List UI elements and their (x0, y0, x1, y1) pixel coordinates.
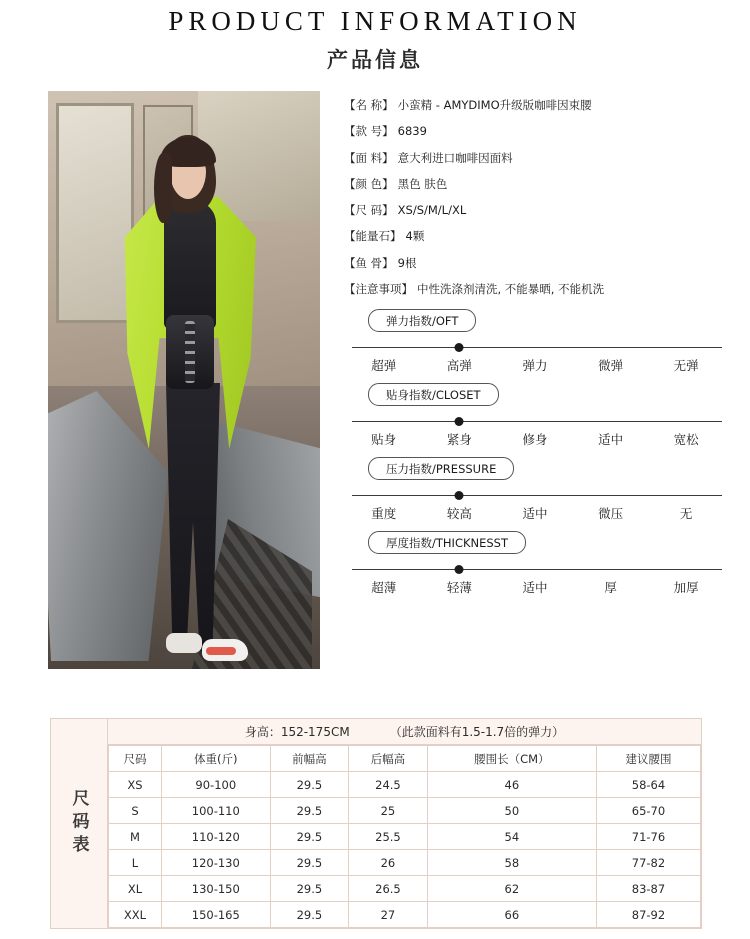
table-cell: 29.5 (270, 824, 349, 850)
scale-option: 厚 (604, 580, 617, 596)
table-cell: 26.5 (349, 876, 428, 902)
scale-option: 较高 (446, 506, 472, 522)
spec-value: 黑色 肤色 (397, 176, 448, 191)
size-chart-title-text: 尺码表 (68, 789, 89, 858)
spec-key: 【尺 码】 (344, 203, 394, 218)
table-cell: 29.5 (270, 876, 349, 902)
scale-option: 弹力 (522, 358, 548, 374)
table-cell: 77-82 (596, 850, 700, 876)
size-chart-table (108, 745, 701, 928)
spec-value: 9根 (397, 255, 417, 270)
table-cell: 58 (427, 850, 596, 876)
table-row (109, 772, 701, 798)
index-label: 贴身指数/CLOSET (368, 383, 499, 406)
column-header: 前幅高 (270, 746, 349, 772)
scale-option: 适中 (598, 432, 624, 448)
photo-model-hair-side (154, 153, 172, 223)
spec-row (344, 257, 726, 271)
table-cell: 65-70 (596, 798, 700, 824)
scale-line (352, 495, 722, 496)
index-scale (344, 417, 726, 449)
table-cell: 90-100 (162, 772, 271, 798)
scale-labels (344, 504, 726, 522)
spec-row (344, 230, 726, 244)
table-cell: 50 (427, 798, 596, 824)
table-cell: 100-110 (162, 798, 271, 824)
index-group-fit (344, 383, 726, 449)
column-header: 建议腰围 (596, 746, 700, 772)
table-cell: 29.5 (270, 798, 349, 824)
table-cell: XL (109, 876, 162, 902)
size-chart-body (108, 719, 701, 928)
size-chart-note (108, 719, 701, 745)
size-chart (50, 718, 702, 929)
spec-row (344, 152, 726, 166)
photo-model-shoe-left (166, 633, 202, 653)
spec-value: 4颗 (405, 229, 425, 244)
index-scale (344, 565, 726, 597)
table-cell: 130-150 (162, 876, 271, 902)
table-cell: 71-76 (596, 824, 700, 850)
scale-labels (344, 356, 726, 374)
scale-option: 无弹 (673, 358, 699, 374)
table-cell: S (109, 798, 162, 824)
size-chart-note-stretch: （此款面料有1.5-1.7倍的弹力） (389, 725, 565, 739)
spec-row (344, 204, 726, 218)
table-cell: 87-92 (596, 902, 700, 928)
table-cell: 66 (427, 902, 596, 928)
spec-key: 【鱼 骨】 (344, 255, 394, 270)
spec-row (344, 283, 726, 297)
table-cell: 58-64 (596, 772, 700, 798)
table-cell: 24.5 (349, 772, 428, 798)
table-row (109, 902, 701, 928)
table-cell: 25.5 (349, 824, 428, 850)
index-group-elasticity (344, 309, 726, 375)
photo-model (122, 135, 256, 669)
spec-value: XS/S/M/L/XL (397, 203, 467, 218)
photo-model-shoe-right (202, 639, 248, 661)
scale-option: 紧身 (446, 432, 472, 448)
table-cell: 54 (427, 824, 596, 850)
table-cell: XXL (109, 902, 162, 928)
table-cell: 26 (349, 850, 428, 876)
page-title-en: PRODUCT INFORMATION (168, 6, 582, 36)
table-cell: 29.5 (270, 902, 349, 928)
size-chart-title (51, 719, 108, 928)
scale-option: 贴身 (371, 432, 397, 448)
table-cell: 29.5 (270, 772, 349, 798)
table-cell: 29.5 (270, 850, 349, 876)
page-header (0, 0, 750, 74)
scale-marker (454, 417, 463, 426)
spec-value: 小蛮精 - AMYDIMO升级版咖啡因束腰 (397, 98, 592, 112)
table-cell: 150-165 (162, 902, 271, 928)
table-cell: 27 (349, 902, 428, 928)
index-scale (344, 343, 726, 375)
product-photo (48, 91, 320, 669)
scale-option: 无 (679, 506, 693, 522)
scale-labels (344, 430, 726, 448)
spec-key: 【能量石】 (344, 229, 402, 244)
spec-key: 【款 号】 (344, 124, 394, 139)
table-header-row (109, 746, 701, 772)
scale-line (352, 347, 722, 348)
photo-model-waist-trainer (166, 315, 214, 389)
table-row (109, 824, 701, 850)
column-header: 后幅高 (349, 746, 428, 772)
table-row (109, 798, 701, 824)
scale-option: 适中 (522, 580, 548, 596)
table-cell: 120-130 (162, 850, 271, 876)
spec-row (344, 125, 726, 139)
scale-option: 重度 (371, 506, 397, 522)
table-row (109, 850, 701, 876)
photo-model-leggings (166, 383, 220, 651)
scale-marker (454, 491, 463, 500)
column-header: 体重(斤) (162, 746, 271, 772)
table-cell: M (109, 824, 162, 850)
index-label: 厚度指数/THICKNESST (368, 531, 526, 554)
spec-row (344, 99, 726, 113)
spec-row (344, 178, 726, 192)
scale-option: 轻薄 (446, 580, 472, 596)
scale-marker (454, 565, 463, 574)
spec-key: 【面 料】 (344, 150, 394, 165)
table-cell: L (109, 850, 162, 876)
scale-option: 微弹 (598, 358, 624, 374)
scale-option: 超薄 (371, 580, 397, 596)
table-cell: XS (109, 772, 162, 798)
index-group-thickness (344, 531, 726, 597)
scale-option: 加厚 (673, 580, 699, 596)
spec-key: 【注意事项】 (344, 282, 413, 297)
index-group-pressure (344, 457, 726, 523)
spec-value: 中性洗涤剂清洗, 不能暴晒, 不能机洗 (417, 282, 605, 297)
scale-line (352, 421, 722, 422)
scale-line (352, 569, 722, 570)
index-label: 弹力指数/OFT (368, 309, 476, 332)
scale-option: 适中 (522, 506, 548, 522)
spec-value: 6839 (397, 124, 427, 139)
table-cell: 46 (427, 772, 596, 798)
table-cell: 110-120 (162, 824, 271, 850)
table-cell: 25 (349, 798, 428, 824)
page-title-cn: 产品信息 (327, 48, 423, 72)
column-header: 腰围长（CM） (427, 746, 596, 772)
product-content (0, 91, 750, 669)
spec-key: 【名 称】 (344, 98, 394, 112)
photo-model-bodysuit (164, 201, 216, 329)
table-cell: 62 (427, 876, 596, 902)
scale-marker (454, 343, 463, 352)
index-scale (344, 491, 726, 523)
scale-option: 修身 (522, 432, 548, 448)
spec-value: 意大利进口咖啡因面料 (397, 150, 513, 165)
scale-option: 宽松 (673, 432, 699, 448)
table-cell: 83-87 (596, 876, 700, 902)
spec-panel (320, 91, 726, 669)
scale-option: 微压 (598, 506, 624, 522)
table-row (109, 876, 701, 902)
size-chart-note-height: 身高：152-175CM (244, 725, 350, 739)
column-header: 尺码 (109, 746, 162, 772)
spec-key: 【颜 色】 (344, 176, 394, 191)
scale-option: 高弹 (446, 358, 472, 374)
index-label: 压力指数/PRESSURE (368, 457, 514, 480)
scale-option: 超弹 (371, 358, 397, 374)
scale-labels (344, 578, 726, 596)
